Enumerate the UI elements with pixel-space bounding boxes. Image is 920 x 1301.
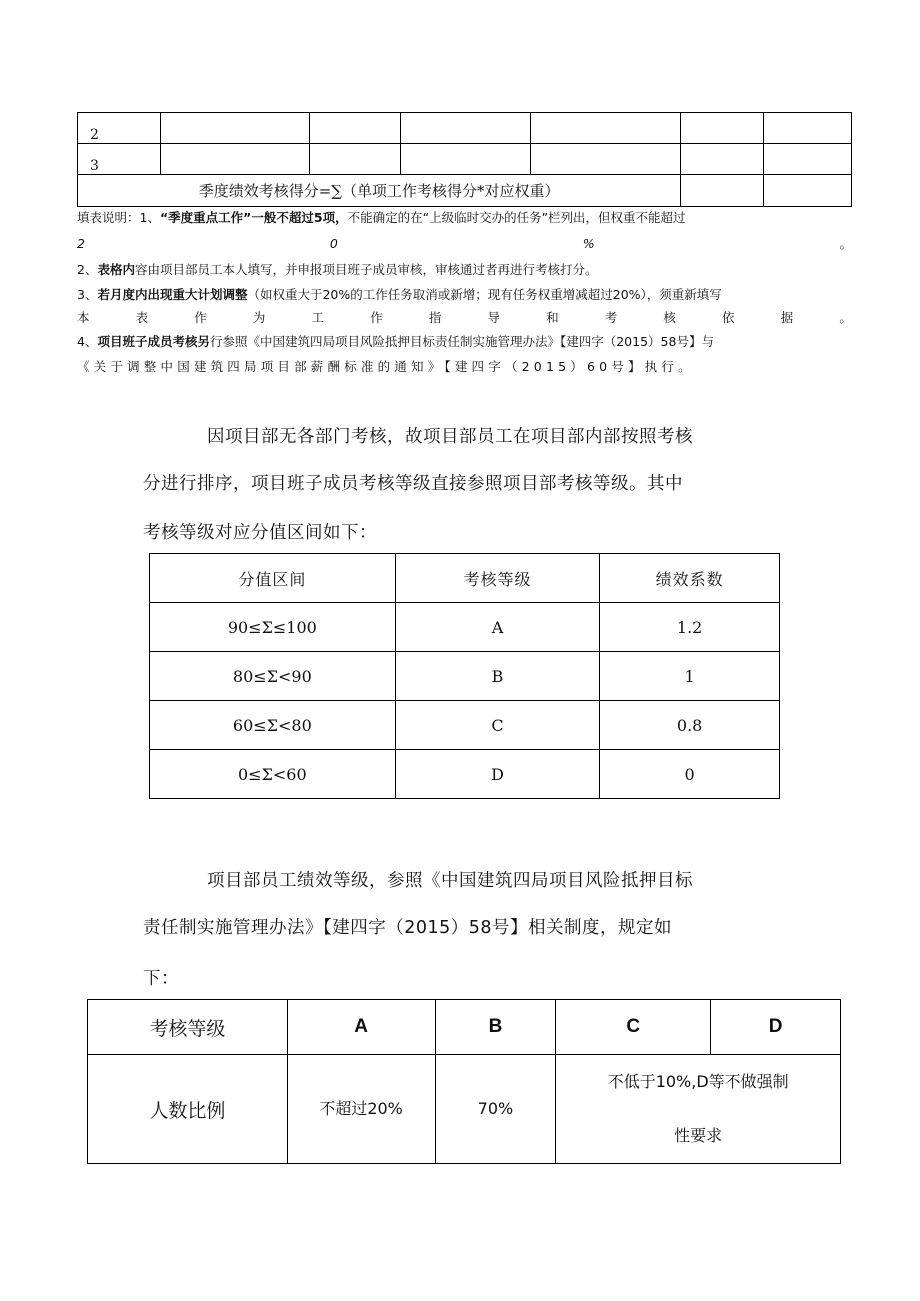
column-header: 考核等级 bbox=[395, 554, 600, 603]
note-1-continuation bbox=[77, 232, 852, 255]
table-row bbox=[78, 113, 852, 144]
grade: D bbox=[395, 750, 600, 799]
row-number: 3 bbox=[78, 144, 161, 175]
score-range: 0≤Σ<60 bbox=[150, 750, 396, 799]
summary-formula: 季度绩效考核得分=∑（单项工作考核得分*对应权重） bbox=[78, 175, 681, 207]
note-3-continuation bbox=[77, 306, 852, 329]
table-row bbox=[88, 1055, 841, 1164]
note-text: （如权重大于20%的工作任务取消或新增；现有任务权重增减超过20%），须重新填写 bbox=[247, 287, 722, 302]
ratio-cd-line: 不低于10%,D等不做强制 bbox=[607, 1072, 789, 1091]
column-header: 分值区间 bbox=[150, 554, 396, 603]
note-emphasis: “季度重点工作”一般不超过5项， bbox=[159, 210, 348, 225]
table-row bbox=[150, 701, 780, 750]
ratio-b: 70% bbox=[435, 1055, 556, 1164]
note-char: 0 bbox=[329, 236, 338, 251]
paragraph-line: 分进行排序，项目班子成员考核等级直接参照项目部考核等级。其中 bbox=[143, 474, 683, 494]
note-prefix: 3、 bbox=[77, 287, 98, 302]
paragraph-line: 责任制实施管理办法》【建四字（2015）58号】相关制度，规定如 bbox=[143, 918, 673, 938]
table-cell[interactable] bbox=[309, 144, 400, 175]
paragraph-line: 项目部员工绩效等级，参照《中国建筑四局项目风险抵押目标 bbox=[207, 871, 693, 891]
score-range: 90≤Σ≤100 bbox=[150, 603, 396, 652]
table-row bbox=[150, 750, 780, 799]
note-char: 作 bbox=[194, 310, 207, 325]
note-char: 考 bbox=[604, 310, 618, 325]
grade-d: D bbox=[711, 1000, 841, 1055]
note-emphasis: 表格内 bbox=[97, 262, 135, 277]
note-text: 容由项目部员工本人填写，并申报项目班子成员审核，审核通过者再进行考核打分。 bbox=[134, 262, 598, 277]
table-row bbox=[78, 144, 852, 175]
note-char: 为 bbox=[252, 310, 266, 325]
grade: A bbox=[395, 603, 600, 652]
note-1 bbox=[77, 206, 852, 229]
note-prefix: 2、 bbox=[77, 262, 98, 277]
table-cell[interactable] bbox=[681, 113, 764, 144]
table-cell[interactable] bbox=[681, 175, 764, 207]
note-char: % bbox=[582, 236, 595, 251]
score-range: 60≤Σ<80 bbox=[150, 701, 396, 750]
note-text: 行参照《中国建筑四局项目风险抵押目标责任制实施管理办法》【建四字（2015）58号】与 bbox=[209, 334, 714, 349]
table-row bbox=[150, 603, 780, 652]
grade-table bbox=[149, 553, 780, 799]
score-range: 80≤Σ<90 bbox=[150, 652, 396, 701]
note-char: 。 bbox=[839, 310, 852, 325]
note-char: 表 bbox=[135, 310, 149, 325]
note-char: 依 bbox=[722, 310, 735, 325]
ratio-cd bbox=[556, 1055, 841, 1164]
coefficient: 0.8 bbox=[600, 701, 780, 750]
table-cell[interactable] bbox=[400, 144, 531, 175]
table-header-row bbox=[88, 1000, 841, 1055]
note-char: 本 bbox=[77, 310, 90, 325]
table-cell[interactable] bbox=[531, 113, 681, 144]
table-cell[interactable] bbox=[309, 113, 400, 144]
note-char: 2 bbox=[77, 236, 85, 251]
table-cell[interactable] bbox=[764, 175, 852, 207]
coefficient: 1.2 bbox=[600, 603, 780, 652]
grade-b: B bbox=[435, 1000, 556, 1055]
table-cell[interactable] bbox=[160, 113, 309, 144]
coefficient: 1 bbox=[600, 652, 780, 701]
table-cell[interactable] bbox=[160, 144, 309, 175]
ratio-a: 不超过20% bbox=[287, 1055, 435, 1164]
paragraph-line: 下： bbox=[143, 969, 179, 989]
task-table bbox=[77, 112, 852, 207]
grade-label: 考核等级 bbox=[88, 1000, 288, 1055]
note-4-continuation: 《关于调整中国建筑四局项目部薪酬标准的通知》【建四字（2015）60号】执行。 bbox=[77, 359, 695, 374]
note-char: 。 bbox=[839, 236, 852, 251]
note-char: 和 bbox=[546, 310, 559, 325]
note-3 bbox=[77, 283, 852, 306]
note-2 bbox=[77, 258, 852, 281]
paragraph-line: 考核等级对应分值区间如下： bbox=[143, 523, 377, 543]
note-text: 不能确定的在“上级临时交办的任务”栏列出，但权重不能超过 bbox=[347, 210, 686, 225]
grade: B bbox=[395, 652, 600, 701]
coefficient: 0 bbox=[600, 750, 780, 799]
note-char: 工 bbox=[311, 310, 325, 325]
table-row bbox=[150, 652, 780, 701]
paragraph-line: 因项目部无各部门考核，故项目部员工在项目部内部按照考核 bbox=[207, 427, 693, 447]
table-cell[interactable] bbox=[531, 144, 681, 175]
note-emphasis: 若月度内出现重大计划调整 bbox=[97, 287, 248, 302]
column-header: 绩效系数 bbox=[600, 554, 780, 603]
grade: C bbox=[395, 701, 600, 750]
note-prefix: 填表说明：1、 bbox=[77, 210, 160, 225]
row-number: 2 bbox=[78, 113, 161, 144]
note-prefix: 4、 bbox=[77, 334, 98, 349]
table-header-row bbox=[150, 554, 780, 603]
table-cell[interactable] bbox=[681, 144, 764, 175]
note-4 bbox=[77, 330, 852, 353]
note-char: 据 bbox=[780, 310, 794, 325]
table-cell[interactable] bbox=[764, 144, 852, 175]
note-char: 作 bbox=[370, 310, 383, 325]
ratio-table bbox=[87, 999, 841, 1164]
grade-c: C bbox=[556, 1000, 711, 1055]
table-cell[interactable] bbox=[400, 113, 531, 144]
ratio-label: 人数比例 bbox=[88, 1055, 288, 1164]
grade-a: A bbox=[287, 1000, 435, 1055]
summary-row bbox=[78, 175, 852, 207]
note-char: 指 bbox=[428, 310, 442, 325]
note-char: 导 bbox=[487, 310, 500, 325]
note-emphasis: 项目班子成员考核另 bbox=[97, 334, 210, 349]
note-char: 核 bbox=[663, 310, 676, 325]
ratio-cd-line: 性要求 bbox=[674, 1126, 723, 1145]
table-cell[interactable] bbox=[764, 113, 852, 144]
